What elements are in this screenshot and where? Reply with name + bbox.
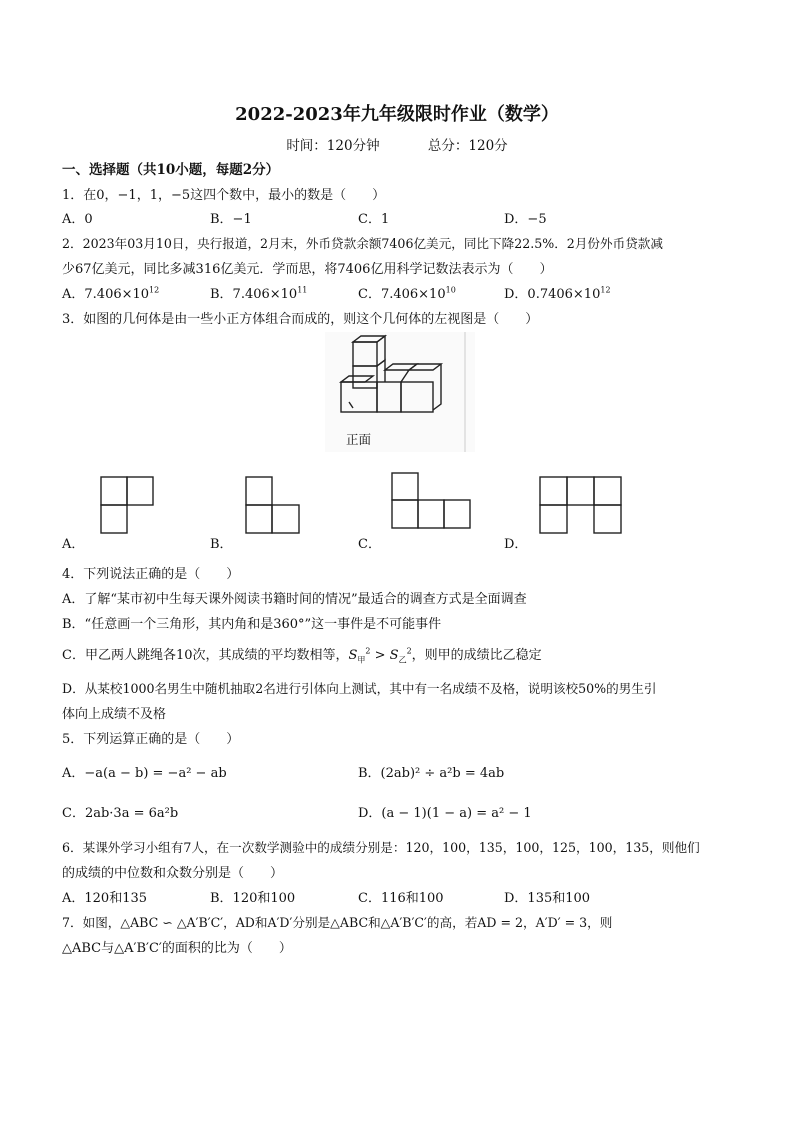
q3-view-b [244, 474, 302, 536]
q3-option-a: A． [62, 537, 85, 552]
q2-option-d: D．$0.7406\times 10^{12}$ [504, 285, 611, 302]
q6-option-d: D．135和100 [504, 891, 591, 906]
q1-stem: 1．在0，−1，1，−5这四个数中，最小的数是（ ） [62, 188, 386, 203]
q2-option-b: B．$7.406\times 10^{11}$ [210, 285, 308, 302]
q4-stem: 4．下列说法正确的是（ ） [62, 567, 240, 582]
q4-option-a: A．了解“某市初中生每天课外阅读书籍时间的情况”最适合的调查方式是全面调查 [62, 592, 527, 607]
q2-option-a: A．$7.406\times 10^{12}$ [62, 285, 160, 302]
q4-option-b: B．“任意画一个三角形，其内角和是360°”这一事件是不可能事件 [62, 617, 442, 632]
q6-stem-line1: 6．某课外学习小组有7人，在一次数学测验中的成绩分别是：120，100，135，100，125，100，135，则他们 [62, 840, 700, 855]
q1-option-c: C．1 [358, 212, 390, 227]
q3-view-d [538, 474, 624, 536]
q1-option-b: B．−1 [210, 212, 252, 227]
q7-stem-line2: △ABC与△A′B′C′的面积的比为（ ） [62, 941, 292, 956]
q3-front-label: 正面 [346, 432, 372, 447]
q3-option-d: D． [504, 537, 528, 552]
q2-option-c: C．$7.406\times 10^{10}$ [358, 285, 456, 302]
q7-stem-line1: 7．如图，△ABC ∽ △A′B′C′，AD和A′D′分别是△ABC和△A′B′C′的高，若AD = 2，A′D′ = 3，则 [62, 915, 613, 930]
q5-option-d: D．(a − 1)(1 − a) = a² − 1 [358, 806, 532, 821]
q5-option-a: A．−a(a − b) = −a² − ab [62, 766, 227, 781]
q5-stem: 5．下列运算正确的是（ ） [62, 732, 240, 747]
exam-info [0, 134, 794, 154]
q3-option-b: B． [210, 537, 233, 552]
score-label: 总分：120分 [427, 138, 508, 154]
section-heading: 一、选择题（共10小题，每题2分） [62, 162, 280, 178]
q1-option-d: D．−5 [504, 212, 547, 227]
q3-view-c [390, 470, 474, 532]
q4-option-c: C．甲乙两人跳绳各10次，其成绩的平均数相等，$S_甲^2 > S_乙^2$，则甲的成绩比乙稳定 [62, 646, 542, 665]
page-title: 2022-2023年九年级限时作业（数学） [235, 104, 559, 125]
q1-option-a: A．0 [62, 212, 93, 227]
q3-stem: 3．如图的几何体是由一些小正方体组合而成的，则这个几何体的左视图是（ ） [62, 312, 539, 327]
q6-option-c: C．116和100 [358, 891, 444, 906]
q4-option-d-line2: 体向上成绩不及格 [62, 707, 167, 722]
q2-stem-line2: 少67亿美元，同比多减316亿美元．学而思，将7406亿用科学记数法表示为（ ） [62, 262, 553, 277]
q3-option-c: C． [358, 537, 381, 552]
q6-option-b: B．120和100 [210, 891, 296, 906]
q5-option-c: C．2ab·3a = 6a²b [62, 806, 179, 821]
q6-stem-line2: 的成绩的中位数和众数分别是（ ） [62, 866, 284, 881]
time-label: 时间：120分钟 [286, 138, 380, 154]
q4-option-d-line1: D．从某校1000名男生中随机抽取2名进行引体向上测试，其中有一名成绩不及格，说明该校50%的男生引 [62, 681, 657, 696]
q5-option-b: B．(2ab)² ÷ a²b = 4ab [358, 766, 505, 781]
q6-option-a: A．120和135 [62, 891, 148, 906]
q3-view-a [100, 474, 156, 536]
q2-stem-line1: 2．2023年03月10日，央行报道，2月末，外币贷款余额7406亿美元，同比下降22.5%．2月份外币贷款减 [62, 236, 663, 251]
